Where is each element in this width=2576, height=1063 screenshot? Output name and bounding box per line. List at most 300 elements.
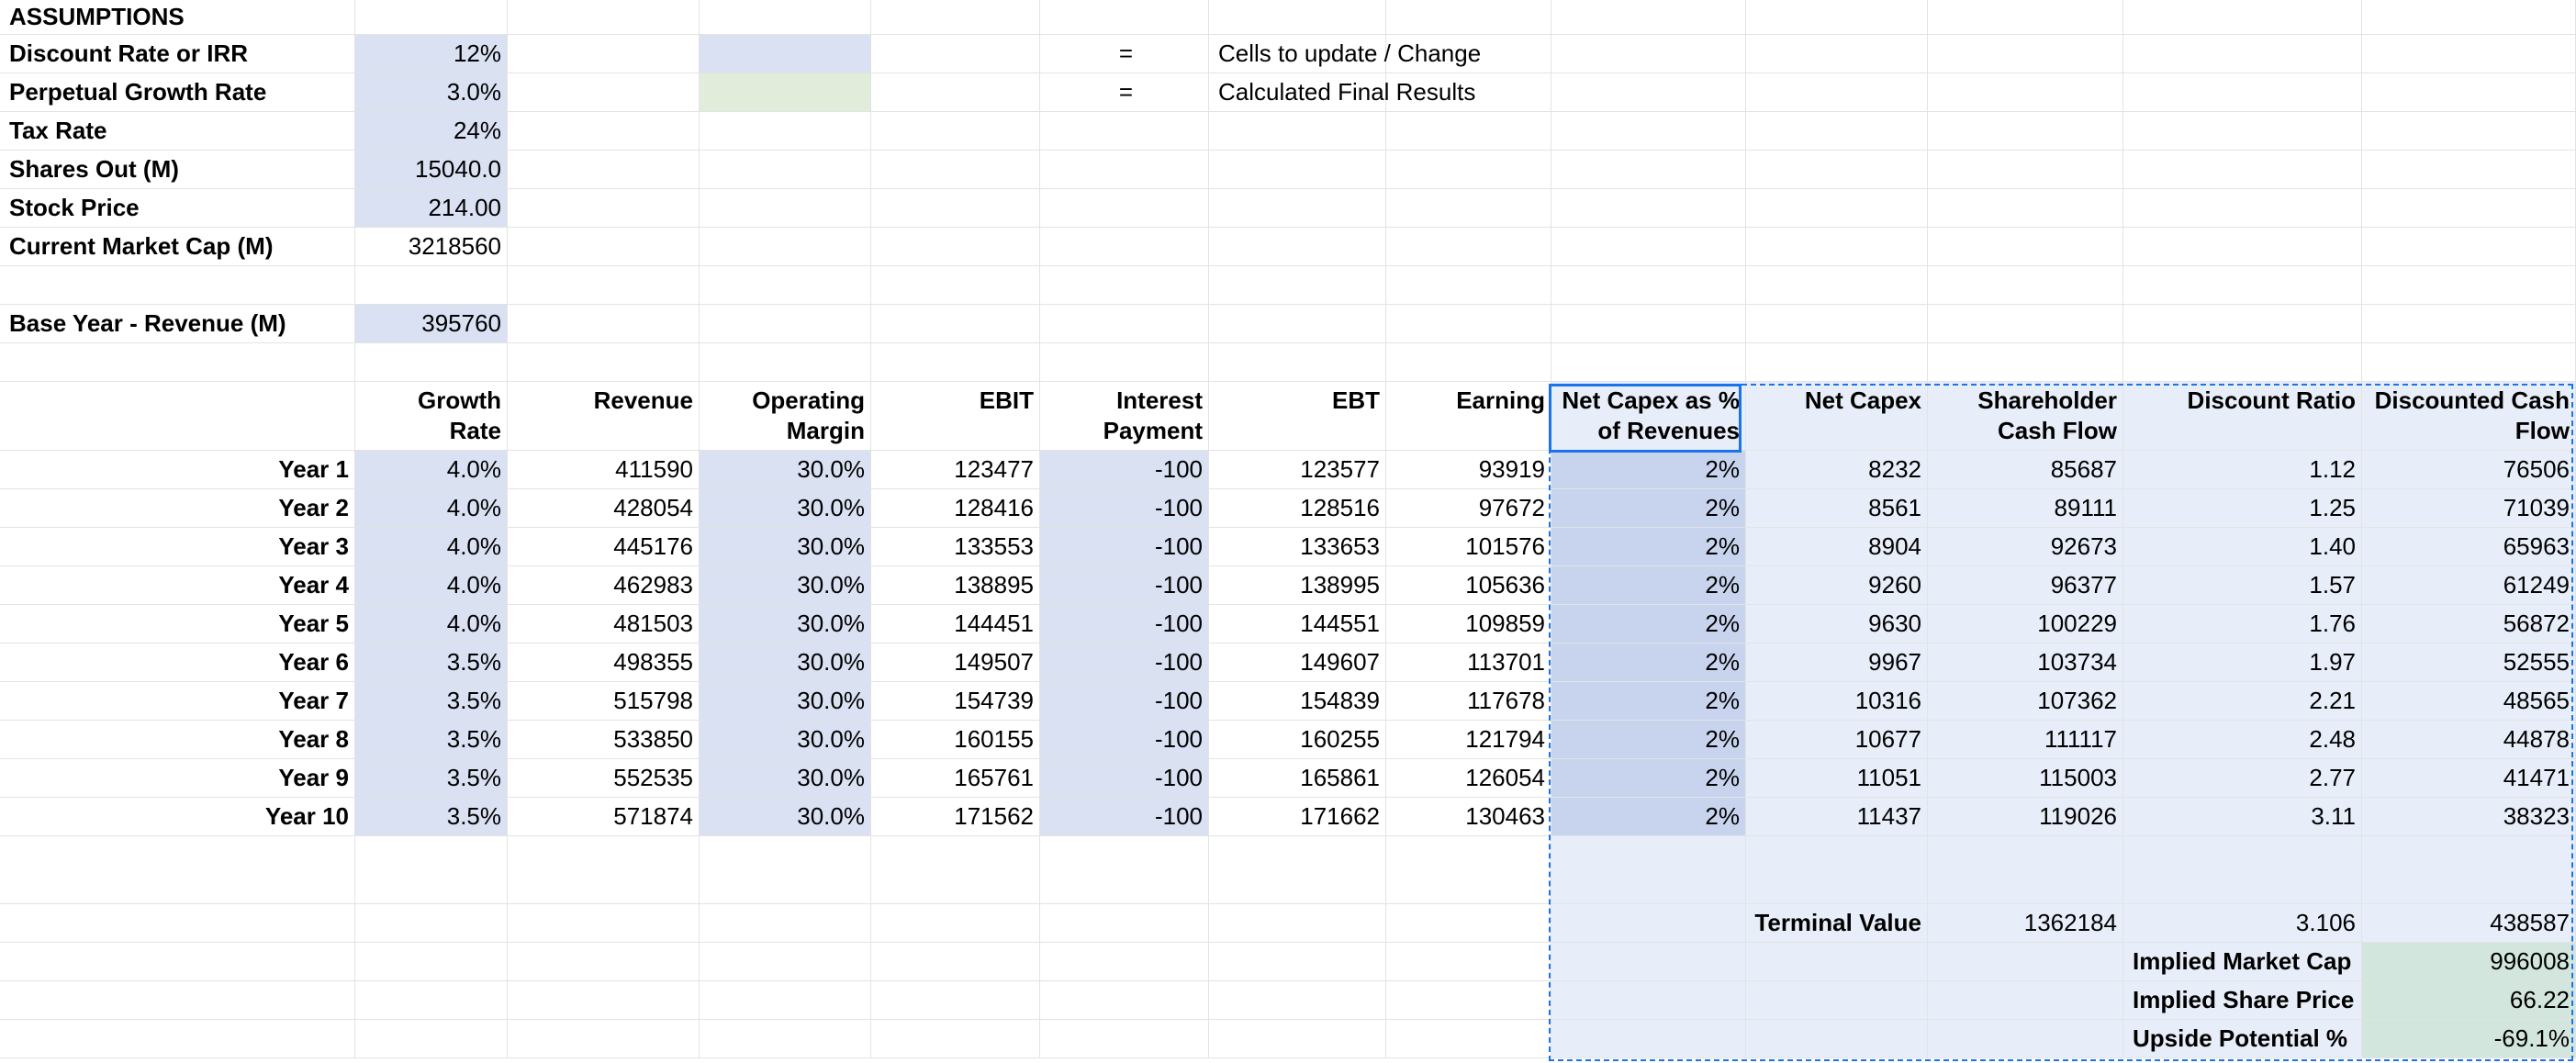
year-label[interactable]: Year 2 bbox=[0, 489, 355, 528]
cell[interactable] bbox=[2123, 73, 2362, 112]
data-cell[interactable]: 2% bbox=[1551, 721, 1746, 759]
data-cell[interactable]: 498355 bbox=[508, 643, 700, 682]
data-cell[interactable]: 117678 bbox=[1386, 682, 1551, 721]
cell[interactable] bbox=[2362, 228, 2576, 266]
cell[interactable] bbox=[1209, 305, 1386, 343]
data-cell[interactable]: 3.5% bbox=[355, 721, 508, 759]
assumption-value[interactable]: 24% bbox=[355, 112, 508, 151]
data-cell[interactable]: 160255 bbox=[1209, 721, 1386, 759]
cell[interactable] bbox=[1928, 228, 2123, 266]
cell[interactable] bbox=[1551, 1020, 1746, 1058]
terminal-value[interactable]: 1362184 bbox=[1928, 904, 2123, 943]
data-cell[interactable]: 533850 bbox=[508, 721, 700, 759]
column-header[interactable]: Net Capex as % of Revenues bbox=[1551, 382, 1746, 451]
cell[interactable] bbox=[1386, 343, 1551, 382]
cell[interactable] bbox=[508, 981, 700, 1020]
assumption-label[interactable]: Current Market Cap (M) bbox=[0, 228, 355, 266]
data-cell[interactable]: 4.0% bbox=[355, 566, 508, 605]
data-cell[interactable]: 144551 bbox=[1209, 605, 1386, 643]
data-cell[interactable]: 515798 bbox=[508, 682, 700, 721]
cell[interactable] bbox=[1040, 981, 1209, 1020]
cell[interactable] bbox=[871, 981, 1040, 1020]
data-cell[interactable]: 8232 bbox=[1746, 451, 1928, 489]
data-cell[interactable]: 1.40 bbox=[2123, 528, 2362, 566]
data-cell[interactable]: 9967 bbox=[1746, 643, 1928, 682]
cell[interactable] bbox=[700, 228, 871, 266]
cell[interactable] bbox=[1209, 981, 1386, 1020]
data-cell[interactable]: 107362 bbox=[1928, 682, 2123, 721]
cell[interactable] bbox=[1386, 73, 1551, 112]
year-label[interactable]: Year 6 bbox=[0, 643, 355, 682]
data-cell[interactable]: 138995 bbox=[1209, 566, 1386, 605]
cell[interactable] bbox=[1746, 305, 1928, 343]
cell[interactable] bbox=[2362, 836, 2576, 904]
year-label[interactable]: Year 5 bbox=[0, 605, 355, 643]
cell[interactable] bbox=[2123, 112, 2362, 151]
cell[interactable] bbox=[1928, 35, 2123, 73]
data-cell[interactable]: 154739 bbox=[871, 682, 1040, 721]
cell[interactable] bbox=[1928, 266, 2123, 305]
data-cell[interactable]: 30.0% bbox=[700, 605, 871, 643]
result-value[interactable]: 996008 bbox=[2362, 943, 2576, 981]
cell[interactable] bbox=[1386, 1020, 1551, 1058]
cell[interactable] bbox=[508, 0, 700, 35]
cell[interactable] bbox=[1040, 266, 1209, 305]
column-header[interactable]: EBIT bbox=[871, 382, 1040, 451]
cell[interactable] bbox=[1209, 189, 1386, 228]
data-cell[interactable]: 2% bbox=[1551, 451, 1746, 489]
cell[interactable] bbox=[871, 189, 1040, 228]
cell[interactable] bbox=[1551, 836, 1746, 904]
cell[interactable] bbox=[0, 1020, 355, 1058]
data-cell[interactable]: 2% bbox=[1551, 528, 1746, 566]
year-label[interactable]: Year 9 bbox=[0, 759, 355, 798]
cell[interactable] bbox=[871, 0, 1040, 35]
data-cell[interactable]: 71039 bbox=[2362, 489, 2576, 528]
cell[interactable] bbox=[1551, 0, 1746, 35]
cell[interactable] bbox=[871, 112, 1040, 151]
cell[interactable] bbox=[1746, 981, 1928, 1020]
cell[interactable] bbox=[1209, 343, 1386, 382]
data-cell[interactable]: 445176 bbox=[508, 528, 700, 566]
cell[interactable] bbox=[355, 1020, 508, 1058]
cell[interactable] bbox=[355, 836, 508, 904]
cell[interactable] bbox=[1040, 836, 1209, 904]
cell[interactable] bbox=[700, 305, 871, 343]
data-cell[interactable]: 30.0% bbox=[700, 643, 871, 682]
data-cell[interactable]: 154839 bbox=[1209, 682, 1386, 721]
data-cell[interactable]: 123577 bbox=[1209, 451, 1386, 489]
data-cell[interactable]: 109859 bbox=[1386, 605, 1551, 643]
cell[interactable] bbox=[0, 981, 355, 1020]
data-cell[interactable]: 3.5% bbox=[355, 643, 508, 682]
cell[interactable] bbox=[1746, 35, 1928, 73]
cell[interactable] bbox=[508, 266, 700, 305]
cell[interactable] bbox=[2123, 305, 2362, 343]
cell[interactable] bbox=[1209, 0, 1386, 35]
data-cell[interactable]: 119026 bbox=[1928, 798, 2123, 836]
cell[interactable] bbox=[700, 151, 871, 189]
cell[interactable] bbox=[2362, 35, 2576, 73]
cell[interactable] bbox=[2362, 305, 2576, 343]
cell[interactable] bbox=[2362, 343, 2576, 382]
column-header[interactable]: Operating Margin bbox=[700, 382, 871, 451]
data-cell[interactable]: 61249 bbox=[2362, 566, 2576, 605]
result-label[interactable]: Implied Market Cap bbox=[2123, 943, 2362, 981]
cell[interactable] bbox=[0, 343, 355, 382]
cell[interactable] bbox=[1551, 73, 1746, 112]
data-cell[interactable]: 30.0% bbox=[700, 566, 871, 605]
cell[interactable] bbox=[871, 266, 1040, 305]
data-cell[interactable]: 126054 bbox=[1386, 759, 1551, 798]
cell[interactable] bbox=[871, 343, 1040, 382]
cell[interactable] bbox=[1928, 943, 2123, 981]
cell[interactable] bbox=[1928, 189, 2123, 228]
assumptions-title[interactable]: ASSUMPTIONS bbox=[0, 0, 355, 35]
cell[interactable] bbox=[0, 266, 355, 305]
data-cell[interactable]: 48565 bbox=[2362, 682, 2576, 721]
cell[interactable] bbox=[1386, 836, 1551, 904]
cell[interactable] bbox=[1386, 112, 1551, 151]
cell[interactable] bbox=[0, 836, 355, 904]
data-cell[interactable]: 103734 bbox=[1928, 643, 2123, 682]
data-cell[interactable]: 85687 bbox=[1928, 451, 2123, 489]
cell[interactable] bbox=[1551, 189, 1746, 228]
data-cell[interactable]: 1.25 bbox=[2123, 489, 2362, 528]
data-cell[interactable]: 97672 bbox=[1386, 489, 1551, 528]
legend-equals[interactable]: = bbox=[1040, 35, 1209, 73]
cell[interactable] bbox=[355, 943, 508, 981]
cell[interactable] bbox=[2362, 266, 2576, 305]
cell[interactable] bbox=[1746, 0, 1928, 35]
cell[interactable] bbox=[1040, 0, 1209, 35]
cell[interactable] bbox=[1209, 1020, 1386, 1058]
cell[interactable] bbox=[871, 305, 1040, 343]
cell[interactable] bbox=[1746, 151, 1928, 189]
cell[interactable] bbox=[2123, 189, 2362, 228]
data-cell[interactable]: 111117 bbox=[1928, 721, 2123, 759]
cell[interactable] bbox=[1746, 228, 1928, 266]
cell[interactable] bbox=[1040, 112, 1209, 151]
cell[interactable] bbox=[700, 943, 871, 981]
year-label[interactable]: Year 4 bbox=[0, 566, 355, 605]
data-cell[interactable]: -100 bbox=[1040, 798, 1209, 836]
cell[interactable] bbox=[355, 0, 508, 35]
legend-swatch-input[interactable] bbox=[700, 35, 871, 73]
cell[interactable] bbox=[2362, 73, 2576, 112]
result-label[interactable]: Upside Potential % bbox=[2123, 1020, 2362, 1058]
cell[interactable] bbox=[1928, 0, 2123, 35]
cell[interactable] bbox=[700, 904, 871, 943]
cell[interactable] bbox=[1386, 305, 1551, 343]
data-cell[interactable]: 2% bbox=[1551, 643, 1746, 682]
data-cell[interactable]: 2% bbox=[1551, 759, 1746, 798]
base-year-label[interactable]: Base Year - Revenue (M) bbox=[0, 305, 355, 343]
result-value[interactable]: 66.22 bbox=[2362, 981, 2576, 1020]
data-cell[interactable]: -100 bbox=[1040, 451, 1209, 489]
column-header[interactable]: Net Capex bbox=[1746, 382, 1928, 451]
cell[interactable] bbox=[871, 35, 1040, 73]
data-cell[interactable]: 2.21 bbox=[2123, 682, 2362, 721]
cell[interactable] bbox=[1209, 266, 1386, 305]
data-cell[interactable]: 56872 bbox=[2362, 605, 2576, 643]
data-cell[interactable]: 2% bbox=[1551, 566, 1746, 605]
cell[interactable] bbox=[1386, 35, 1551, 73]
assumption-value[interactable]: 15040.0 bbox=[355, 151, 508, 189]
cell[interactable] bbox=[508, 904, 700, 943]
result-label[interactable]: Implied Share Price bbox=[2123, 981, 2362, 1020]
cell[interactable] bbox=[700, 266, 871, 305]
data-cell[interactable]: 2% bbox=[1551, 489, 1746, 528]
cell[interactable] bbox=[2123, 266, 2362, 305]
cell[interactable] bbox=[1040, 228, 1209, 266]
column-header[interactable]: Revenue bbox=[508, 382, 700, 451]
cell[interactable] bbox=[1928, 981, 2123, 1020]
data-cell[interactable]: 2.48 bbox=[2123, 721, 2362, 759]
data-cell[interactable]: 115003 bbox=[1928, 759, 2123, 798]
data-cell[interactable]: 9260 bbox=[1746, 566, 1928, 605]
data-cell[interactable]: 3.5% bbox=[355, 759, 508, 798]
cell[interactable] bbox=[1209, 943, 1386, 981]
cell[interactable] bbox=[1746, 343, 1928, 382]
data-cell[interactable]: 160155 bbox=[871, 721, 1040, 759]
cell[interactable] bbox=[1551, 228, 1746, 266]
data-cell[interactable]: 30.0% bbox=[700, 721, 871, 759]
cell[interactable] bbox=[1386, 266, 1551, 305]
data-cell[interactable]: 2% bbox=[1551, 798, 1746, 836]
cell[interactable] bbox=[871, 151, 1040, 189]
cell[interactable] bbox=[1928, 305, 2123, 343]
data-cell[interactable]: -100 bbox=[1040, 489, 1209, 528]
cell[interactable] bbox=[871, 836, 1040, 904]
cell[interactable] bbox=[508, 343, 700, 382]
cell[interactable] bbox=[700, 343, 871, 382]
cell[interactable] bbox=[1040, 189, 1209, 228]
data-cell[interactable]: 65963 bbox=[2362, 528, 2576, 566]
assumption-label[interactable]: Shares Out (M) bbox=[0, 151, 355, 189]
cell[interactable] bbox=[1551, 981, 1746, 1020]
cell[interactable] bbox=[1746, 112, 1928, 151]
assumption-label[interactable]: Stock Price bbox=[0, 189, 355, 228]
data-cell[interactable]: 149607 bbox=[1209, 643, 1386, 682]
cell[interactable] bbox=[1386, 228, 1551, 266]
cell[interactable] bbox=[508, 1020, 700, 1058]
column-header[interactable]: Growth Rate bbox=[355, 382, 508, 451]
data-cell[interactable]: 96377 bbox=[1928, 566, 2123, 605]
cell[interactable] bbox=[1209, 112, 1386, 151]
cell[interactable] bbox=[700, 0, 871, 35]
data-cell[interactable]: 165761 bbox=[871, 759, 1040, 798]
data-cell[interactable]: 113701 bbox=[1386, 643, 1551, 682]
cell[interactable] bbox=[1746, 266, 1928, 305]
cell[interactable] bbox=[2362, 112, 2576, 151]
base-year-value[interactable]: 395760 bbox=[355, 305, 508, 343]
data-cell[interactable]: 128516 bbox=[1209, 489, 1386, 528]
legend-text[interactable]: Calculated Final Results bbox=[1209, 73, 1386, 112]
cell[interactable] bbox=[0, 904, 355, 943]
data-cell[interactable]: 171662 bbox=[1209, 798, 1386, 836]
data-cell[interactable]: 89111 bbox=[1928, 489, 2123, 528]
legend-text[interactable]: Cells to update / Change bbox=[1209, 35, 1386, 73]
data-cell[interactable]: 11051 bbox=[1746, 759, 1928, 798]
cell[interactable] bbox=[1928, 343, 2123, 382]
terminal-ratio[interactable]: 3.106 bbox=[2123, 904, 2362, 943]
cell[interactable] bbox=[1551, 35, 1746, 73]
cell[interactable] bbox=[355, 266, 508, 305]
data-cell[interactable]: -100 bbox=[1040, 528, 1209, 566]
result-value[interactable]: -69.1% bbox=[2362, 1020, 2576, 1058]
cell[interactable] bbox=[1551, 266, 1746, 305]
cell[interactable] bbox=[1040, 305, 1209, 343]
column-header[interactable]: EBT bbox=[1209, 382, 1386, 451]
data-cell[interactable]: 165861 bbox=[1209, 759, 1386, 798]
cell[interactable] bbox=[2123, 343, 2362, 382]
assumption-label[interactable]: Discount Rate or IRR bbox=[0, 35, 355, 73]
data-cell[interactable]: 44878 bbox=[2362, 721, 2576, 759]
cell[interactable] bbox=[0, 382, 355, 451]
cell[interactable] bbox=[508, 305, 700, 343]
data-cell[interactable]: 121794 bbox=[1386, 721, 1551, 759]
cell[interactable] bbox=[1209, 228, 1386, 266]
cell[interactable] bbox=[1551, 943, 1746, 981]
cell[interactable] bbox=[700, 836, 871, 904]
cell[interactable] bbox=[1040, 943, 1209, 981]
data-cell[interactable]: -100 bbox=[1040, 643, 1209, 682]
data-cell[interactable]: 123477 bbox=[871, 451, 1040, 489]
cell[interactable] bbox=[1928, 836, 2123, 904]
legend-equals[interactable]: = bbox=[1040, 73, 1209, 112]
data-cell[interactable]: 4.0% bbox=[355, 451, 508, 489]
cell[interactable] bbox=[508, 189, 700, 228]
assumption-value[interactable]: 12% bbox=[355, 35, 508, 73]
cell[interactable] bbox=[2123, 228, 2362, 266]
cell[interactable] bbox=[700, 981, 871, 1020]
data-cell[interactable]: 4.0% bbox=[355, 528, 508, 566]
assumption-label[interactable]: Tax Rate bbox=[0, 112, 355, 151]
data-cell[interactable]: 4.0% bbox=[355, 489, 508, 528]
data-cell[interactable]: 133653 bbox=[1209, 528, 1386, 566]
data-cell[interactable]: 30.0% bbox=[700, 528, 871, 566]
data-cell[interactable]: 3.5% bbox=[355, 682, 508, 721]
cell[interactable] bbox=[2123, 35, 2362, 73]
cell[interactable] bbox=[1551, 151, 1746, 189]
data-cell[interactable]: 8561 bbox=[1746, 489, 1928, 528]
data-cell[interactable]: 3.11 bbox=[2123, 798, 2362, 836]
cell[interactable] bbox=[1746, 73, 1928, 112]
data-cell[interactable]: 1.97 bbox=[2123, 643, 2362, 682]
data-cell[interactable]: -100 bbox=[1040, 566, 1209, 605]
data-cell[interactable]: 30.0% bbox=[700, 798, 871, 836]
year-label[interactable]: Year 7 bbox=[0, 682, 355, 721]
data-cell[interactable]: 3.5% bbox=[355, 798, 508, 836]
cell[interactable] bbox=[1386, 0, 1551, 35]
data-cell[interactable]: 9630 bbox=[1746, 605, 1928, 643]
data-cell[interactable]: 2% bbox=[1551, 605, 1746, 643]
data-cell[interactable]: -100 bbox=[1040, 721, 1209, 759]
data-cell[interactable]: 11437 bbox=[1746, 798, 1928, 836]
terminal-value-label[interactable]: Terminal Value bbox=[1746, 904, 1928, 943]
column-header[interactable]: Discounted Cash Flow bbox=[2362, 382, 2576, 451]
cell[interactable] bbox=[508, 943, 700, 981]
data-cell[interactable]: 52555 bbox=[2362, 643, 2576, 682]
assumption-label[interactable]: Perpetual Growth Rate bbox=[0, 73, 355, 112]
data-cell[interactable]: 30.0% bbox=[700, 451, 871, 489]
cell[interactable] bbox=[700, 1020, 871, 1058]
column-header[interactable]: Shareholder Cash Flow bbox=[1928, 382, 2123, 451]
cell[interactable] bbox=[508, 112, 700, 151]
cell[interactable] bbox=[1386, 151, 1551, 189]
data-cell[interactable]: 462983 bbox=[508, 566, 700, 605]
data-cell[interactable]: 30.0% bbox=[700, 489, 871, 528]
cell[interactable] bbox=[1551, 112, 1746, 151]
cell[interactable] bbox=[700, 112, 871, 151]
data-cell[interactable]: -100 bbox=[1040, 682, 1209, 721]
cell[interactable] bbox=[2123, 836, 2362, 904]
data-cell[interactable]: 30.0% bbox=[700, 682, 871, 721]
data-cell[interactable]: 481503 bbox=[508, 605, 700, 643]
data-cell[interactable]: 144451 bbox=[871, 605, 1040, 643]
cell[interactable] bbox=[355, 904, 508, 943]
cell[interactable] bbox=[1386, 981, 1551, 1020]
cell[interactable] bbox=[1551, 343, 1746, 382]
cell[interactable] bbox=[1386, 943, 1551, 981]
data-cell[interactable]: 93919 bbox=[1386, 451, 1551, 489]
data-cell[interactable]: 1.76 bbox=[2123, 605, 2362, 643]
data-cell[interactable]: 571874 bbox=[508, 798, 700, 836]
cell[interactable] bbox=[508, 35, 700, 73]
data-cell[interactable]: 428054 bbox=[508, 489, 700, 528]
cell[interactable] bbox=[508, 836, 700, 904]
cell[interactable] bbox=[1928, 1020, 2123, 1058]
year-label[interactable]: Year 3 bbox=[0, 528, 355, 566]
data-cell[interactable]: 4.0% bbox=[355, 605, 508, 643]
cell[interactable] bbox=[871, 904, 1040, 943]
cell[interactable] bbox=[2362, 151, 2576, 189]
data-cell[interactable]: 138895 bbox=[871, 566, 1040, 605]
data-cell[interactable]: 149507 bbox=[871, 643, 1040, 682]
data-cell[interactable]: 171562 bbox=[871, 798, 1040, 836]
year-label[interactable]: Year 1 bbox=[0, 451, 355, 489]
cell[interactable] bbox=[700, 189, 871, 228]
cell[interactable] bbox=[871, 943, 1040, 981]
cell[interactable] bbox=[1040, 151, 1209, 189]
cell[interactable] bbox=[1746, 943, 1928, 981]
cell[interactable] bbox=[1746, 189, 1928, 228]
cell[interactable] bbox=[355, 343, 508, 382]
data-cell[interactable]: 128416 bbox=[871, 489, 1040, 528]
cell[interactable] bbox=[871, 1020, 1040, 1058]
cell[interactable] bbox=[2362, 189, 2576, 228]
cell[interactable] bbox=[0, 943, 355, 981]
cell[interactable] bbox=[1040, 343, 1209, 382]
cell[interactable] bbox=[1551, 904, 1746, 943]
column-header[interactable]: Earning bbox=[1386, 382, 1551, 451]
cell[interactable] bbox=[871, 73, 1040, 112]
cell[interactable] bbox=[508, 73, 700, 112]
cell[interactable] bbox=[1928, 151, 2123, 189]
cell[interactable] bbox=[1209, 151, 1386, 189]
year-label[interactable]: Year 8 bbox=[0, 721, 355, 759]
cell[interactable] bbox=[2123, 151, 2362, 189]
data-cell[interactable]: 10677 bbox=[1746, 721, 1928, 759]
cell[interactable] bbox=[1040, 904, 1209, 943]
data-cell[interactable]: 10316 bbox=[1746, 682, 1928, 721]
data-cell[interactable]: 133553 bbox=[871, 528, 1040, 566]
data-cell[interactable]: -100 bbox=[1040, 759, 1209, 798]
cell[interactable] bbox=[871, 228, 1040, 266]
cell[interactable] bbox=[1386, 904, 1551, 943]
column-header[interactable]: Discount Ratio bbox=[2123, 382, 2362, 451]
